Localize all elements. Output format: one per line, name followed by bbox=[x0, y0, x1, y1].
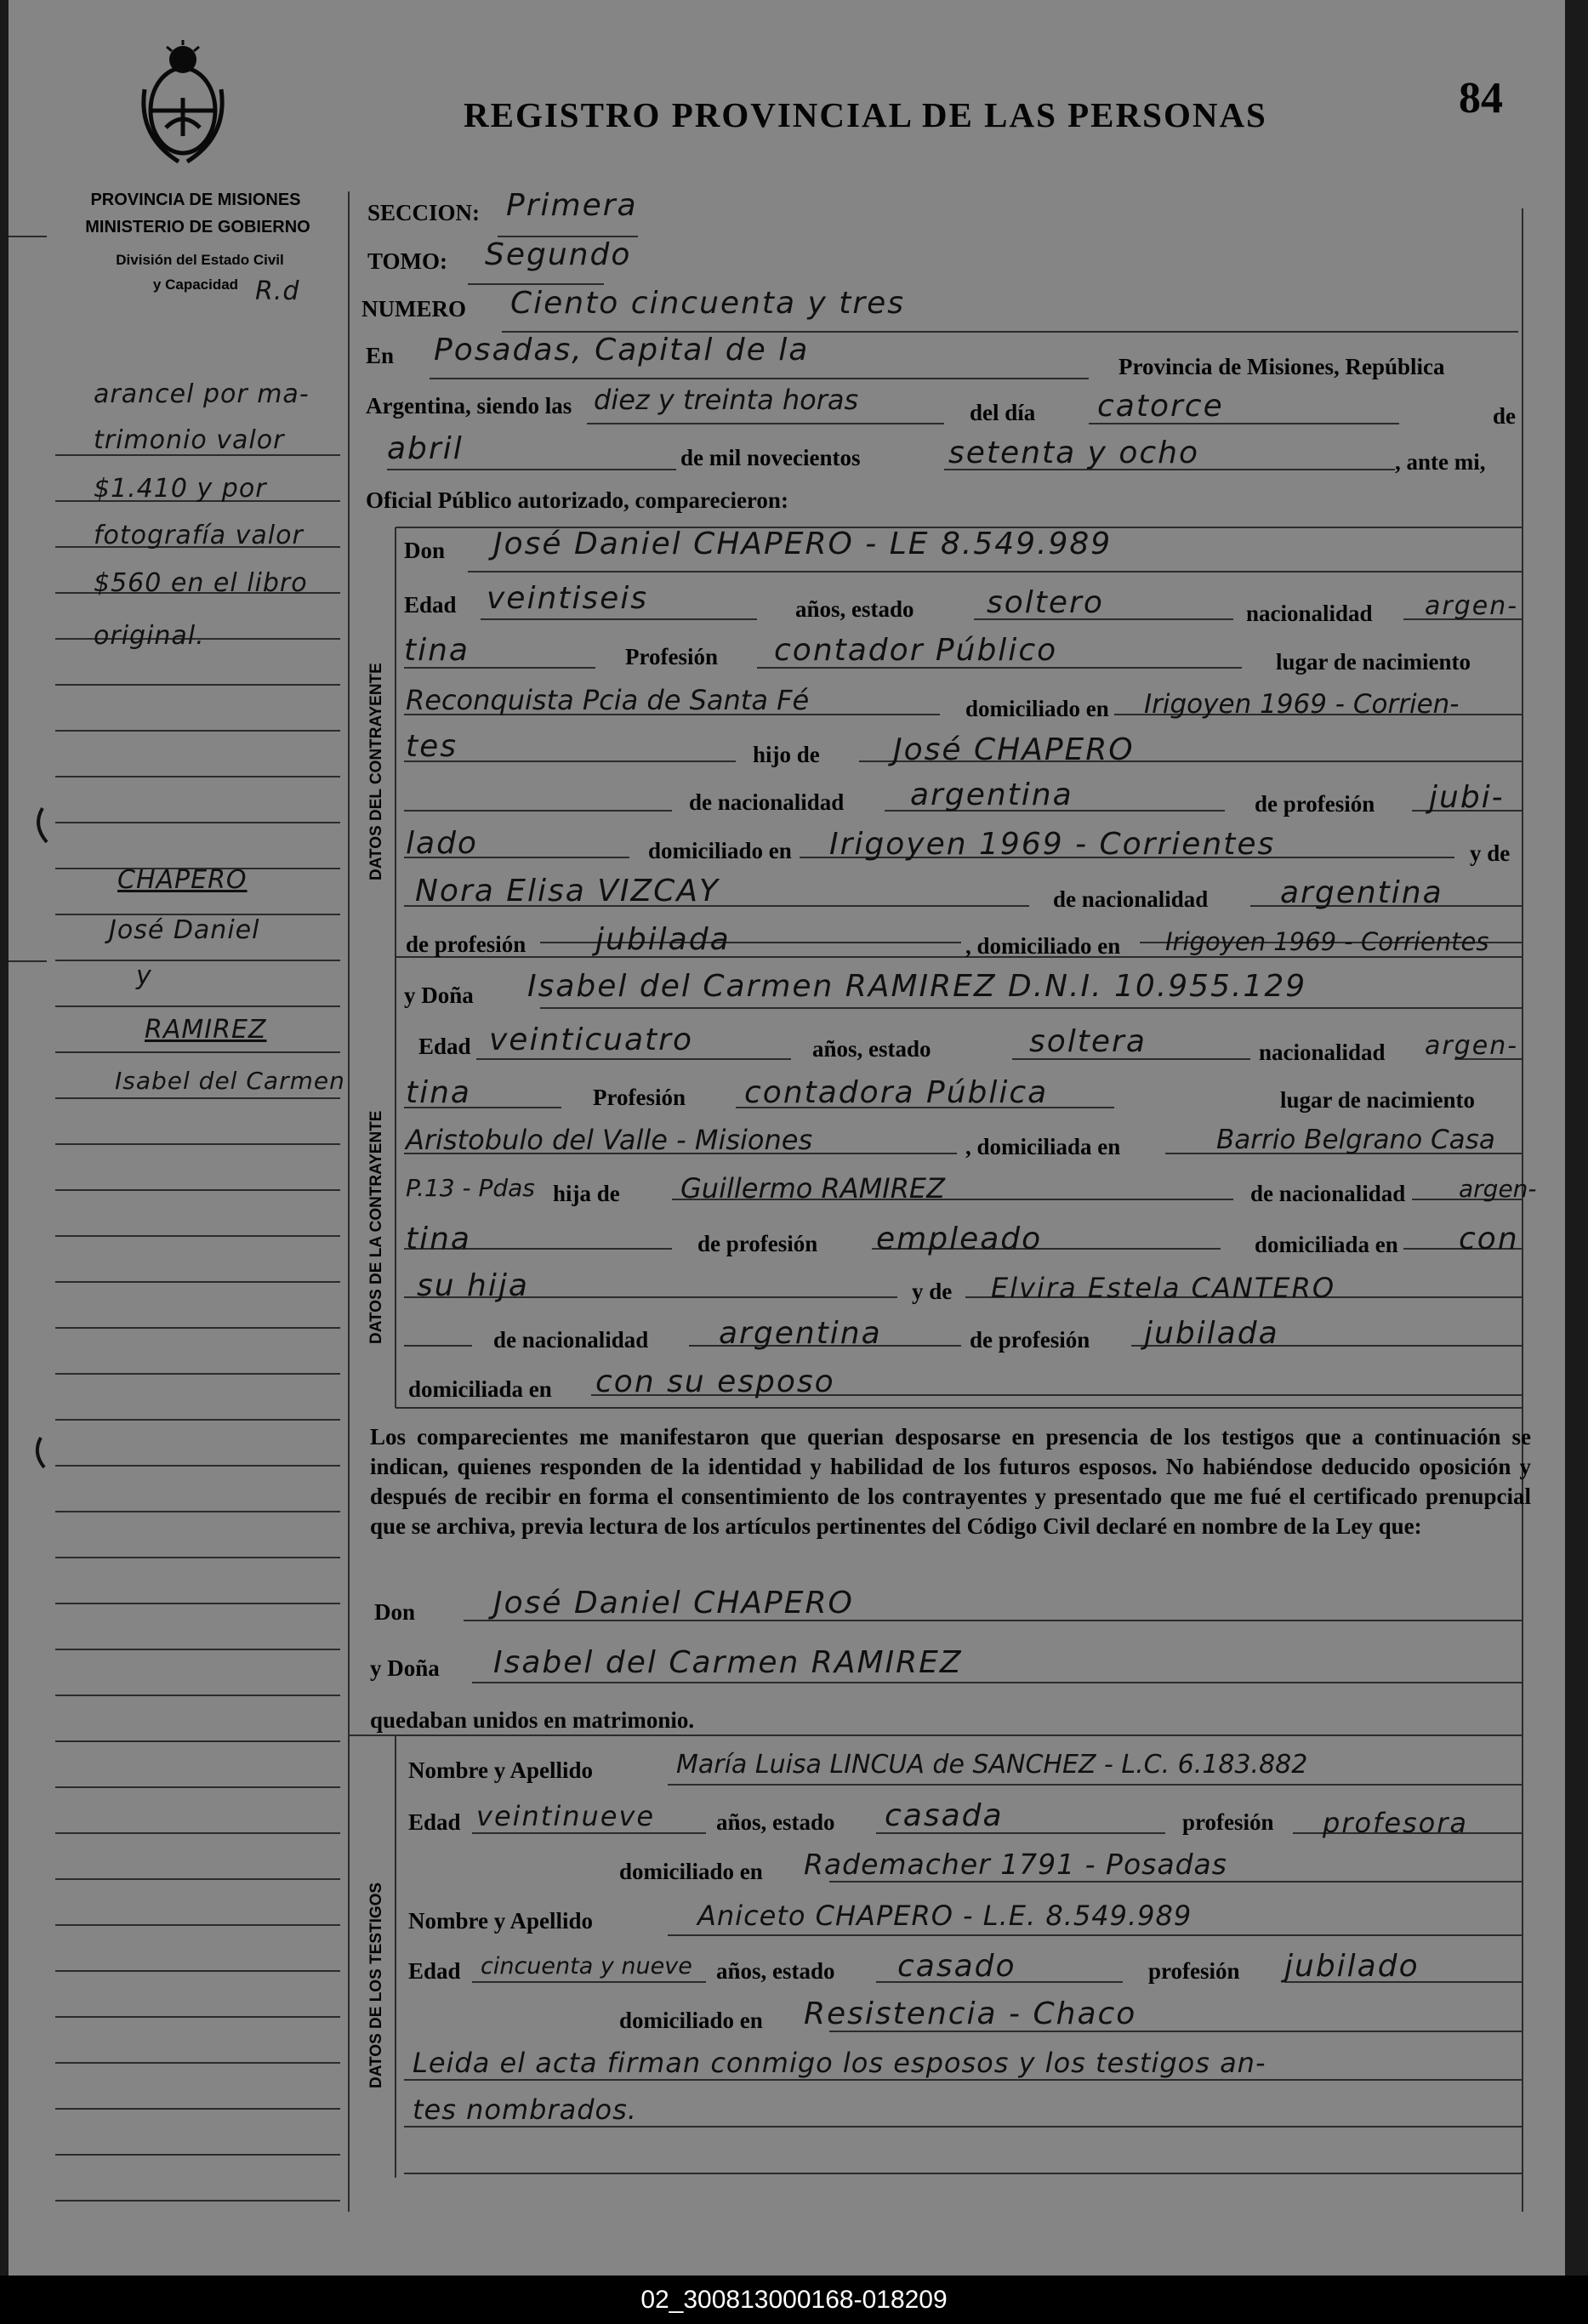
label-y-dona: y Doña bbox=[404, 983, 474, 1008]
side-label-witnesses: DATOS DE LOS TESTIGOS bbox=[367, 1882, 385, 2088]
groom-estado: soltero bbox=[987, 585, 1104, 620]
org-line-ministry: MINISTERIO DE GOBIERNO bbox=[85, 218, 310, 236]
bride-padre: Guillermo RAMIREZ bbox=[680, 1172, 946, 1205]
side-label-groom: DATOS DEL CONTRAYENTE bbox=[367, 663, 385, 880]
label-edad: Edad bbox=[418, 1034, 471, 1059]
register-page bbox=[9, 0, 1565, 2276]
label-profesion: profesión bbox=[1148, 1958, 1240, 1984]
groom-madre-nacionalidad: argentina bbox=[1280, 875, 1443, 910]
label-quedaban: quedaban unidos en matrimonio. bbox=[370, 1707, 695, 1733]
bride-name: Isabel del Carmen RAMIREZ D.N.I. 10.955.129 bbox=[527, 969, 1307, 1004]
final-groom-name: José Daniel CHAPERO bbox=[493, 1586, 854, 1621]
label-de-nacionalidad: de nacionalidad bbox=[689, 789, 845, 815]
page-number: 84 bbox=[1459, 74, 1503, 122]
org-line-capacity: y Capacidad bbox=[152, 276, 239, 293]
label-nombre-apellido: Nombre y Apellido bbox=[408, 1757, 594, 1783]
final-bride-name: Isabel del Carmen RAMIREZ bbox=[493, 1645, 963, 1680]
witness1-name: María Luisa LINCUA de SANCHEZ - L.C. 6.183.882 bbox=[676, 1750, 1308, 1780]
closing-line-cont: tes nombrados. bbox=[413, 2093, 637, 2126]
bride-nacionalidad: argen- bbox=[1425, 1031, 1519, 1061]
label-argentina-siendo: Argentina, siendo las bbox=[366, 393, 572, 419]
bride-padre-nacionalidad: argen- bbox=[1459, 1175, 1537, 1203]
label-de-nacionalidad: de nacionalidad bbox=[493, 1327, 649, 1353]
margin-name-line: RAMIREZ bbox=[145, 1015, 267, 1045]
label-domiciliado-en: domiciliado en bbox=[619, 2008, 763, 2033]
groom-madre: Nora Elisa VIZCAY bbox=[415, 874, 720, 909]
label-provincia: Provincia de Misiones, República bbox=[1118, 354, 1445, 379]
field-dia: catorce bbox=[1097, 389, 1224, 424]
bride-padre-profesion: empleado bbox=[876, 1222, 1043, 1256]
margin-name-line: y bbox=[136, 961, 152, 991]
side-label-bride: DATOS DE LA CONTRAYENTE bbox=[367, 1110, 385, 1344]
label-anos-estado: años, estado bbox=[795, 596, 914, 622]
groom-domicilio-cont: tes bbox=[406, 729, 458, 764]
label-y-de: y de bbox=[912, 1279, 953, 1304]
label-domiciliada-en: , domiciliada en bbox=[965, 1134, 1121, 1159]
groom-domicilio: Irigoyen 1969 - Corrien- bbox=[1144, 689, 1460, 720]
declaration-paragraph: Los comparecientes me manifestaron que querian desposarse en presencia de los testigos que a continuación se indican, quienes responden de la identidad y habilidad de los futuros esposos. No habiéndose deducido oposición y después de recibir en forma el consentimiento de los contrayentes y presentado que me fué el certificado prenupcial que se archiva, previa lectura de los artículos pertinentes del Código Civil declaré en nombre de la Ley que: bbox=[370, 1424, 1531, 1539]
groom-padre-profesion: jubi- bbox=[1429, 780, 1505, 815]
field-hora: diez y treinta horas bbox=[594, 384, 859, 416]
label-tomo: TOMO: bbox=[367, 248, 447, 274]
groom-profesion: contador Público bbox=[774, 633, 1058, 668]
label-oficial: Oficial Público autorizado, comparecieron: bbox=[366, 487, 788, 513]
label-numero: NUMERO bbox=[361, 296, 466, 322]
margin-note-line: $560 en el libro bbox=[94, 568, 308, 598]
field-mes: abril bbox=[387, 431, 464, 466]
label-domiciliado-en: domiciliado en bbox=[619, 1859, 763, 1884]
bride-edad: veinticuatro bbox=[489, 1022, 693, 1057]
page-title: REGISTRO PROVINCIAL DE LAS PERSONAS bbox=[464, 95, 1267, 134]
field-tomo: Segundo bbox=[485, 237, 632, 272]
label-y-dona: y Doña bbox=[370, 1655, 440, 1681]
label-don: Don bbox=[404, 538, 446, 563]
official-initials: R.d bbox=[255, 276, 300, 306]
witness2-profesion: jubilado bbox=[1284, 1949, 1420, 1984]
label-edad: Edad bbox=[404, 592, 457, 618]
org-line-division: División del Estado Civil bbox=[116, 252, 284, 268]
groom-madre-domicilio: Irigoyen 1969 - Corrientes bbox=[1165, 927, 1489, 956]
groom-padre-nacionalidad: argentina bbox=[910, 778, 1073, 812]
label-de-profesion: de profesión bbox=[697, 1231, 818, 1256]
groom-edad: veintiseis bbox=[487, 581, 649, 616]
witness1-estado: casada bbox=[885, 1798, 1004, 1833]
label-lugar-nacimiento: lugar de nacimiento bbox=[1280, 1087, 1475, 1113]
label-de: de bbox=[1493, 403, 1516, 429]
bride-madre-profesion: jubilada bbox=[1144, 1316, 1279, 1351]
field-numero: Ciento cincuenta y tres bbox=[510, 286, 906, 321]
label-domiciliada-en: domiciliada en bbox=[408, 1376, 552, 1402]
label-nacionalidad: nacionalidad bbox=[1246, 601, 1373, 626]
witness1-profesion: profesora bbox=[1323, 1807, 1469, 1839]
label-en: En bbox=[366, 343, 395, 368]
groom-padre-profesion-cont: lado bbox=[406, 826, 478, 861]
org-line-province: PROVINCIA DE MISIONES bbox=[90, 191, 301, 209]
bride-profesion: contadora Pública bbox=[744, 1075, 1049, 1110]
label-profesion: Profesión bbox=[625, 644, 718, 669]
label-de-nacionalidad: de nacionalidad bbox=[1250, 1181, 1406, 1206]
bride-padre-nacionalidad-cont: tina bbox=[406, 1222, 471, 1256]
label-anos-estado: años, estado bbox=[812, 1036, 931, 1062]
bride-padre-domicilio-cont: su hija bbox=[417, 1268, 529, 1303]
groom-padre: José CHAPERO bbox=[893, 732, 1135, 767]
label-domiciliada-en: domiciliada en bbox=[1255, 1232, 1398, 1257]
margin-name-line: Isabel del Carmen bbox=[115, 1067, 345, 1095]
groom-madre-profesion: jubilada bbox=[595, 922, 731, 957]
label-de-mil: de mil novecientos bbox=[680, 445, 861, 470]
label-de-profesion: de profesión bbox=[406, 931, 526, 957]
bride-madre: Elvira Estela CANTERO bbox=[991, 1272, 1336, 1304]
label-seccion: SECCION: bbox=[367, 200, 481, 225]
label-nombre-apellido: Nombre y Apellido bbox=[408, 1908, 594, 1934]
label-y-de: y de bbox=[1470, 840, 1511, 866]
label-hijo-de: hijo de bbox=[753, 742, 820, 767]
closing-line: Leida el acta firman conmigo los esposos y los testigos an- bbox=[413, 2047, 1266, 2079]
groom-padre-domicilio: Irigoyen 1969 - Corrientes bbox=[829, 827, 1276, 862]
witness1-edad: veintinueve bbox=[476, 1800, 656, 1832]
groom-nacionalidad: argen- bbox=[1425, 591, 1519, 621]
label-don: Don bbox=[374, 1599, 416, 1625]
label-del-dia: del día bbox=[970, 400, 1036, 425]
label-domiciliado-en: , domiciliado en bbox=[965, 933, 1121, 959]
bride-madre-domicilio: con su esposo bbox=[595, 1364, 835, 1399]
label-de-profesion: de profesión bbox=[1255, 791, 1375, 817]
margin-note-line: arancel por ma- bbox=[94, 379, 310, 409]
bride-estado: soltera bbox=[1029, 1024, 1147, 1059]
witness2-name: Aniceto CHAPERO - L.E. 8.549.989 bbox=[697, 1900, 1192, 1932]
groom-lugar: Reconquista Pcia de Santa Fé bbox=[406, 684, 810, 716]
label-edad: Edad bbox=[408, 1958, 461, 1984]
witness1-domicilio: Rademacher 1791 - Posadas bbox=[804, 1848, 1227, 1881]
label-de-profesion: de profesión bbox=[970, 1327, 1090, 1353]
bride-padre-domicilio: con bbox=[1459, 1222, 1519, 1256]
groom-name: José Daniel CHAPERO - LE 8.549.989 bbox=[493, 527, 1113, 561]
label-ante-mi: , ante mi, bbox=[1395, 449, 1486, 475]
bride-domicilio: Barrio Belgrano Casa bbox=[1216, 1125, 1495, 1155]
field-anio: setenta y ocho bbox=[948, 436, 1200, 470]
label-nacionalidad: nacionalidad bbox=[1259, 1040, 1386, 1065]
witness2-edad: cincuenta y nueve bbox=[481, 1953, 692, 1979]
groom-nacionalidad-cont: tina bbox=[404, 633, 470, 668]
label-domiciliado-en: domiciliado en bbox=[648, 838, 792, 863]
field-en: Posadas, Capital de la bbox=[434, 333, 810, 367]
bride-domicilio-cont: P.13 - Pdas bbox=[406, 1174, 535, 1202]
label-anos-estado: años, estado bbox=[716, 1809, 835, 1835]
label-de-nacionalidad: de nacionalidad bbox=[1053, 886, 1209, 912]
margin-name-line: CHAPERO bbox=[117, 865, 248, 895]
bride-madre-nacionalidad: argentina bbox=[719, 1316, 882, 1351]
bride-nacionalidad-cont: tina bbox=[406, 1075, 471, 1110]
coat-of-arms-icon bbox=[136, 38, 230, 166]
label-profesion: Profesión bbox=[593, 1085, 686, 1110]
margin-note-line: fotografía valor bbox=[94, 521, 304, 550]
field-seccion: Primera bbox=[506, 188, 638, 223]
margin-name-line: José Daniel bbox=[109, 915, 260, 945]
label-edad: Edad bbox=[408, 1809, 461, 1835]
witness2-estado: casado bbox=[897, 1949, 1016, 1984]
label-domiciliado-en: domiciliado en bbox=[965, 696, 1109, 721]
label-hija-de: hija de bbox=[553, 1181, 620, 1206]
label-anos-estado: años, estado bbox=[716, 1958, 835, 1984]
image-caption: 02_300813000168-018209 bbox=[0, 2276, 1588, 2324]
witness2-domicilio: Resistencia - Chaco bbox=[804, 1996, 1137, 2031]
label-lugar-nacimiento: lugar de nacimiento bbox=[1276, 649, 1471, 675]
label-profesion: profesión bbox=[1182, 1809, 1274, 1835]
margin-note-line: original. bbox=[94, 621, 205, 651]
bride-lugar: Aristobulo del Valle - Misiones bbox=[406, 1124, 813, 1156]
margin-note-line: $1.410 y por bbox=[94, 474, 267, 504]
margin-note-line: trimonio valor bbox=[94, 425, 285, 455]
